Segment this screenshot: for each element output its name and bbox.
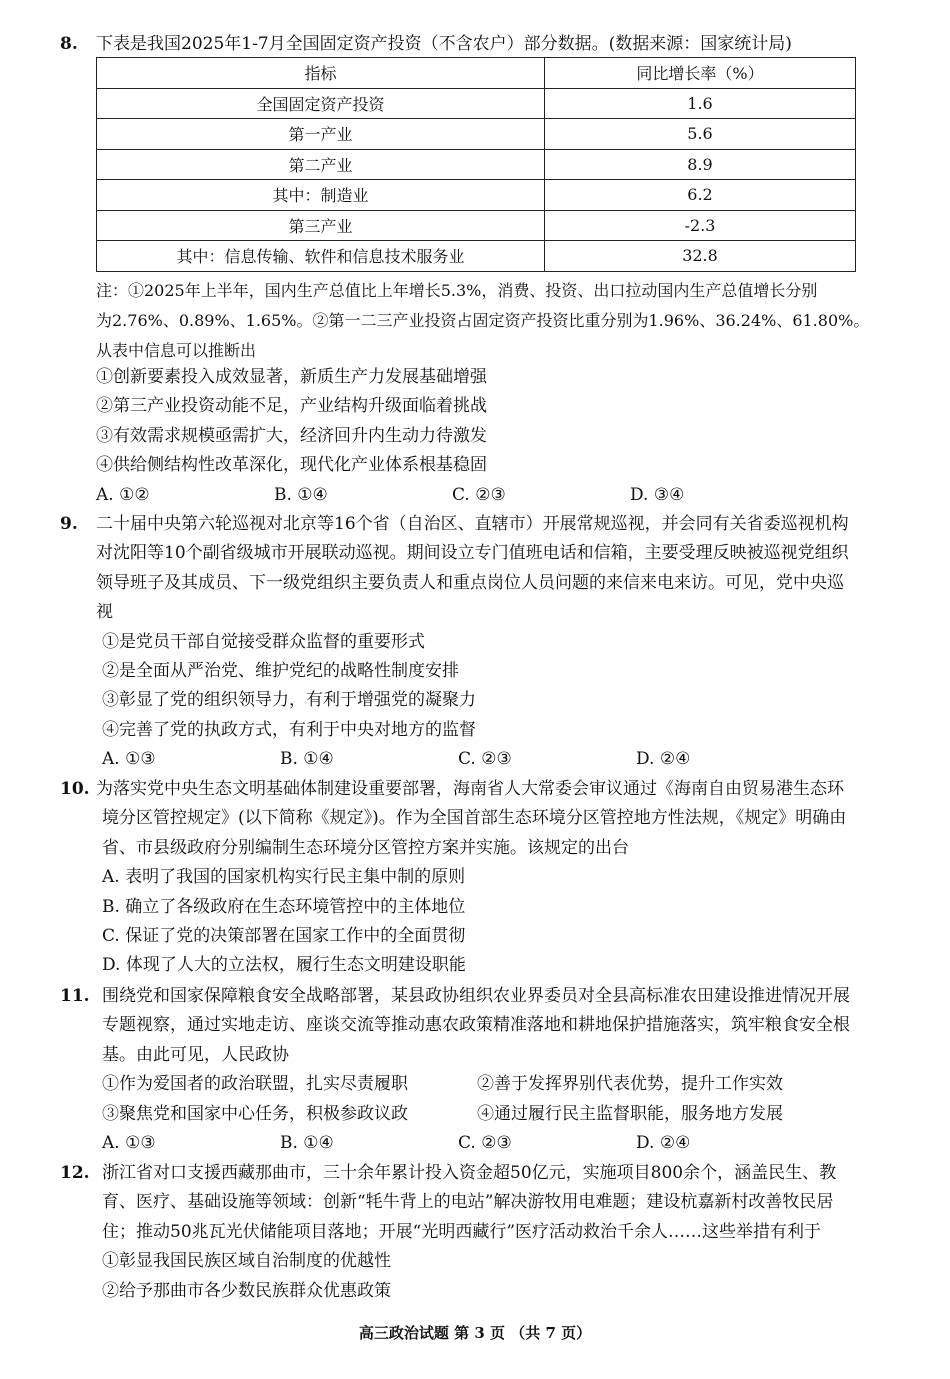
question-stem-line: 基。由此可见，人民政协 [102, 1044, 289, 1065]
note-line: 为2.76%、0.89%、1.65%。②第一二三产业投资占固定资产投资比重分别为1.96%、36.24%、61.80%。 [96, 311, 870, 330]
option-d[interactable]: D. ②④ [636, 1133, 691, 1154]
table-cell: 全国固定资产投资 [97, 88, 545, 119]
statement-row [60, 1100, 900, 1129]
question-stem-line: 育、医疗、基础设施等领域：创新“牦牛背上的电站”解决游牧用电难题；建设杭嘉新村改善牧民居 [102, 1192, 834, 1213]
question-stem-line: 浙江省对口支援西藏那曲市，三十余年累计投入资金超50亿元，实施项目800余个，涵盖民生、教 [102, 1163, 837, 1183]
question-stem-line: 为落实党中央生态文明基础体制建设重要部署，海南省人大常委会审议通过《海南自由贸易港生态环 [96, 779, 844, 799]
statement: ③彰显了党的组织领导力，有利于增强党的凝聚力 [102, 690, 476, 711]
option-b[interactable]: B. ①④ [280, 749, 334, 770]
statement: ①创新要素投入成效显著，新质生产力发展基础增强 [96, 367, 487, 387]
statement: ①作为爱国者的政治联盟，扎实尽责履职 [102, 1074, 408, 1095]
option-a[interactable]: A. ①② [96, 484, 150, 505]
option-b[interactable]: B. ①④ [280, 1133, 334, 1154]
statement: ④通过履行民主监督职能，服务地方发展 [477, 1103, 783, 1124]
question-number: 10. [60, 779, 90, 799]
choice-c[interactable]: C. 保证了党的决策部署在国家工作中的全面贯彻 [102, 926, 466, 947]
choice-a[interactable]: A. 表明了我国的国家机构实行民主集中制的原则 [102, 867, 466, 888]
table-row [97, 119, 856, 150]
investment-table [96, 57, 856, 272]
option-c[interactable]: C. ②③ [458, 749, 512, 770]
question-11-stem-line [60, 982, 900, 1011]
question-10 [60, 775, 900, 981]
question-stem-line: 二十届中央第六轮巡视对北京等16个省（自治区、直辖市）开展常规巡视，并会同有关省委巡视机构 [96, 514, 849, 534]
question-9 [60, 510, 900, 775]
option-c[interactable]: C. ②③ [458, 1133, 512, 1154]
statement: ①彰显我国民族区域自治制度的优越性 [102, 1251, 391, 1272]
question-number: 8. [60, 34, 78, 54]
table-row [97, 180, 856, 211]
question-8-stem-line [60, 30, 900, 59]
table-cell: 8.9 [545, 149, 856, 180]
question-stem-line: 对沈阳等10个副省级城市开展联动巡视。期间设立专门值班电话和信箱，主要受理反映被巡视党组织 [96, 543, 849, 564]
table-row [97, 210, 856, 241]
statement: ②善于发挥界别代表优势，提升工作实效 [477, 1074, 783, 1095]
question-12 [60, 1159, 900, 1306]
question-stem-line: 围绕党和国家保障粮食安全战略部署，某县政协组织农业界委员对全县高标准农田建设推进情况开展 [102, 986, 850, 1006]
option-d[interactable]: D. ③④ [630, 484, 685, 505]
table-header: 指标 [97, 58, 545, 89]
question-stem-line: 专题视察，通过实地走访、座谈交流等推动惠农政策精准落地和耕地保护措施落实，筑牢粮食安全根 [102, 1015, 850, 1036]
table-cell: 第二产业 [97, 149, 545, 180]
table-cell: 第一产业 [97, 119, 545, 150]
table-row [97, 88, 856, 119]
answer-options [54, 481, 894, 510]
question-12-stem-line [60, 1159, 900, 1188]
statement: ③有效需求规模亟需扩大，经济回升内生动力待激发 [96, 425, 487, 446]
option-a[interactable]: A. ①③ [102, 749, 156, 770]
table-cell: 第三产业 [97, 210, 545, 241]
answer-options [60, 745, 900, 774]
table-header-row [97, 58, 856, 89]
choice-b[interactable]: B. 确立了各级政府在生态环境管控中的主体地位 [102, 896, 466, 917]
statement: ④供给侧结构性改革深化，现代化产业体系根基稳固 [96, 455, 487, 476]
choice-d[interactable]: D. 体现了人大的立法权，履行生态文明建设职能 [102, 955, 466, 976]
question-number: 12. [60, 1163, 90, 1183]
question-8 [60, 30, 900, 59]
question-10-stem-line [60, 775, 900, 804]
note-line: 从表中信息可以推断出 [96, 341, 257, 360]
option-d[interactable]: D. ②④ [636, 749, 691, 770]
question-stem-line: 境分区管控规定》(以下简称《规定》)。作为全国首部生态环境分区管控地方性法规，《规定》明确由 [102, 808, 847, 829]
note-line: 注：①2025年上半年，国内生产总值比上年增长5.3%，消费、投资、出口拉动国内生产总值增长分别 [96, 281, 818, 300]
table-cell: 5.6 [545, 119, 856, 150]
table-row [97, 149, 856, 180]
table-cell: 6.2 [545, 180, 856, 211]
question-stem-line: 省、市县级政府分别编制生态环境分区管控方案并实施。该规定的出台 [102, 837, 629, 858]
table-cell: 1.6 [545, 88, 856, 119]
option-b[interactable]: B. ①④ [274, 484, 328, 505]
table-cell: 其中：制造业 [97, 180, 545, 211]
statement: ②给予那曲市各少数民族群众优惠政策 [102, 1280, 391, 1301]
option-c[interactable]: C. ②③ [452, 484, 506, 505]
question-stem-line: 领导班子及其成员、下一级党组织主要负责人和重点岗位人员问题的来信来电来访。可见，党中央巡 [96, 572, 844, 593]
table-row [97, 241, 856, 272]
question-8-statements [54, 363, 894, 510]
statement: ④完善了党的执政方式，有利于中央对地方的监督 [102, 719, 476, 740]
page-footer: 高三政治试题 第 3 页 （共 7 页） [358, 1324, 592, 1342]
question-stem-line: 住；推动50兆瓦光伏储能项目落地；开展“光明西藏行”医疗活动救治千余人……这些举措有利于 [102, 1221, 822, 1242]
statement: ②是全面从严治党、维护党纪的战略性制度安排 [102, 661, 459, 682]
answer-options [60, 1129, 900, 1158]
statement: ②第三产业投资动能不足，产业结构升级面临着挑战 [96, 396, 487, 417]
statement: ③聚焦党和国家中心任务，积极参政议政 [102, 1103, 408, 1124]
statement: ①是党员干部自觉接受群众监督的重要形式 [102, 631, 425, 652]
table-note [96, 276, 900, 366]
statement-row [60, 1070, 900, 1099]
question-11 [60, 982, 900, 1158]
question-stem: 下表是我国2025年1-7月全国固定资产投资（不含农户）部分数据。(数据来源：国家统计局) [96, 34, 792, 54]
table-header: 同比增长率（%） [545, 58, 856, 89]
question-9-stem-line [60, 510, 900, 539]
option-a[interactable]: A. ①③ [102, 1133, 156, 1154]
table-cell: 其中：信息传输、软件和信息技术服务业 [97, 241, 545, 272]
question-number: 11. [60, 986, 90, 1006]
question-stem-line: 视 [96, 602, 113, 623]
table-cell: -2.3 [545, 210, 856, 241]
question-number: 9. [60, 514, 78, 534]
table-cell: 32.8 [545, 241, 856, 272]
